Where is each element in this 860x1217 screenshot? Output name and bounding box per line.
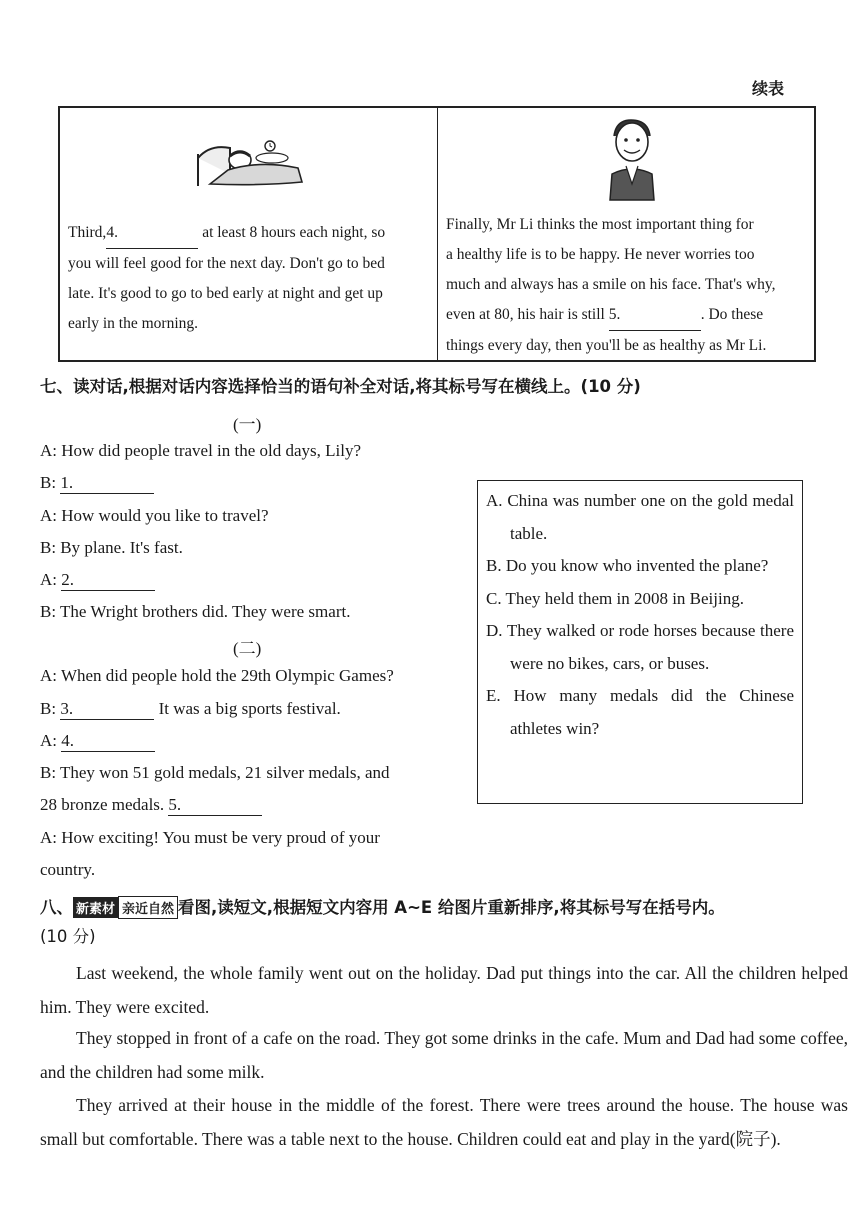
dialogue-line: A: How did people travel in the old days, Lily? — [40, 441, 362, 460]
dialogue-line: A: When did people hold the 29th Olympic Games? — [40, 666, 394, 685]
blank-3[interactable]: 3. — [60, 699, 154, 720]
paragraph: They arrived at their house in the middle of the forest. There were trees around the house. The house was small but comfortable. There was a table next to the house. Children could eat and play in the yard(院子). — [40, 1095, 848, 1149]
dialogue-line: B: By plane. It's fast. — [40, 538, 183, 557]
blank-2[interactable]: 2. — [61, 570, 155, 591]
part-2-label: (二) — [233, 639, 262, 658]
dialogue-line: B: They won 51 gold medals, 21 silver medals, and — [40, 763, 390, 782]
dialogue-line: country. — [40, 860, 96, 879]
option-e: E. How many medals did the Chinese athletes win? — [486, 686, 794, 738]
section-8-title: 八、 新素材 亲近自然 看图,读短文,根据短文内容用 A~E 给图片重新排序,将其标号写在括号内。 — [40, 898, 725, 917]
table-divider — [437, 108, 438, 360]
dialogue-line: A: 4. — [40, 731, 155, 752]
blank-4[interactable]: 4. — [106, 218, 198, 249]
blank-4[interactable]: 4. — [61, 731, 155, 752]
smiling-old-man-illustration — [596, 114, 666, 204]
option-c: C. They held them in 2008 in Beijing. — [486, 588, 744, 608]
option-b: B. Do you know who invented the plane? — [486, 556, 769, 575]
paragraph: They stopped in front of a cafe on the road. They got some drinks in the cafe. Mum and Dad had some coffee, and the children had some milk. — [40, 1028, 848, 1082]
blank-1[interactable]: 1. — [60, 473, 154, 494]
dialogue-line: 28 bronze medals. 5. — [40, 795, 262, 816]
dialogue-line: B: The Wright brothers did. They were smart. — [40, 602, 351, 621]
paragraph: Last weekend, the whole family went out on the holiday. Dad put things into the car. All the children helped him. They were excited. — [40, 963, 848, 1017]
person-sleeping-in-bed-illustration — [190, 124, 310, 194]
dialogue-line: B: 3. It was a big sports festival. — [40, 699, 341, 718]
right-cell-text: Finally, Mr Li thinks the most important thing for a healthy life is to be happy. He never worries too much and always has a smile on his face. That's why, even at 80, his hair is still 5. . Do these things every day, then you'll be as healthy as Mr Li. — [446, 216, 776, 354]
dialogue-line: B: 1. — [40, 473, 154, 494]
blank-5[interactable]: 5. — [168, 795, 262, 816]
dialogue-line: A: 2. — [40, 570, 155, 591]
part-1-label: (一) — [233, 415, 262, 434]
continued-label: 续表 — [752, 81, 785, 98]
reading-table — [58, 106, 816, 362]
option-a: A. China was number one on the gold medal table. — [486, 491, 794, 543]
section-7-title: 七、读对话,根据对话内容选择恰当的语句补全对话,将其标号写在横线上。(10 分) — [40, 377, 641, 396]
options-box — [477, 480, 803, 804]
new-material-badge: 新素材 — [73, 897, 118, 918]
dialogue-line: A: How exciting! You must be very proud of your — [40, 828, 380, 847]
left-cell-text: Third,4. at least 8 hours each night, so you will feel good for the next day. Don't go to bed late. It's good to go to bed early at night and get up early in the morning. — [68, 218, 430, 339]
dialogue-line: A: How would you like to travel? — [40, 506, 269, 525]
blank-5[interactable]: 5. — [609, 300, 701, 331]
section-8-score: (10 分) — [40, 927, 96, 946]
nature-badge: 亲近自然 — [118, 896, 178, 919]
option-d: D. They walked or rode horses because there were no bikes, cars, or buses. — [486, 621, 794, 673]
